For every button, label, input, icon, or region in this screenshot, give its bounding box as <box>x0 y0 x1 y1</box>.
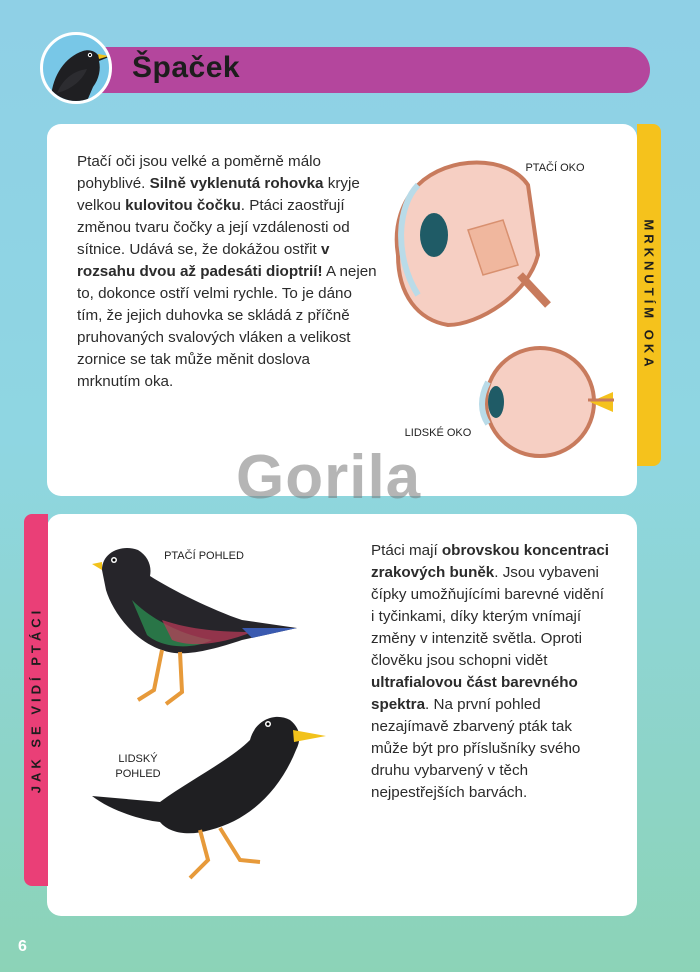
human-view-caption: LIDSKÝ POHLED <box>115 753 161 780</box>
emphasis-text: obrovskou koncentraci zrakových buněk <box>371 542 610 581</box>
emphasis-text: v rozsahu dvou až padesáti dioptrií! <box>77 241 330 280</box>
body-text-segment: kryje velkou <box>77 175 360 214</box>
body-text-segment: Ptáci mají <box>371 542 442 559</box>
human-eye-caption: LIDSKÉ OKO <box>404 427 472 439</box>
bird-view-caption: PTAČÍ POHLED <box>164 550 244 562</box>
colorful-starling-illustration <box>92 540 302 720</box>
body-text-segment: . Na první pohled nezajímavě zbarvený pták tak může být pro příslušníky svého druhu vybarvený v těch nejpestřejších barvách. <box>371 696 581 801</box>
section-tab-label: JAK SE VIDÍ PTÁCI <box>28 606 44 794</box>
body-text-segment: . Ptáci zaostřují změnou tvaru čočky a její vzdálenosti od sítnice. Udává se, že dokážou ostřit <box>77 197 350 258</box>
eye-paragraph <box>77 151 377 393</box>
page-title: Špaček <box>132 51 241 84</box>
emphasis-text: kulovitou čočku <box>125 197 241 214</box>
body-text-segment: A nejen to, dokonce ostří velmi rychle. To je dáno tím, že jejich duhovka se skládá z příčně pruhovaných svalových vláken a velikost zornice se tak může měnit doslova mrknutím oka. <box>77 263 377 390</box>
section-tab-vision <box>24 514 48 886</box>
bird-eye-caption: PTAČÍ OKO <box>525 162 585 174</box>
emphasis-text: Silně vyklenutá rohovka <box>149 175 324 192</box>
human-eye-illustration <box>478 342 618 462</box>
vision-paragraph <box>371 540 611 804</box>
section-tab-label: MRKNUTÍM OKA <box>641 219 657 371</box>
body-text-segment: Ptačí oči jsou velké a poměrně málo pohyblivé. <box>77 153 321 192</box>
emphasis-text: ultrafialovou část barevného spektra <box>371 674 578 713</box>
page-number: 6 <box>18 938 27 955</box>
starling-avatar <box>40 32 112 104</box>
body-text-segment: . Jsou vybaveni čípky umožňujícími barevné vidění i tyčinkami, díky kterým vnímají změny v intenzitě světla. Oproti člověku jsou schopni vidět <box>371 564 604 669</box>
gorila-watermark: Gorila <box>236 443 422 512</box>
section-tab-blink <box>637 124 661 466</box>
plain-starling-illustration <box>90 710 330 890</box>
